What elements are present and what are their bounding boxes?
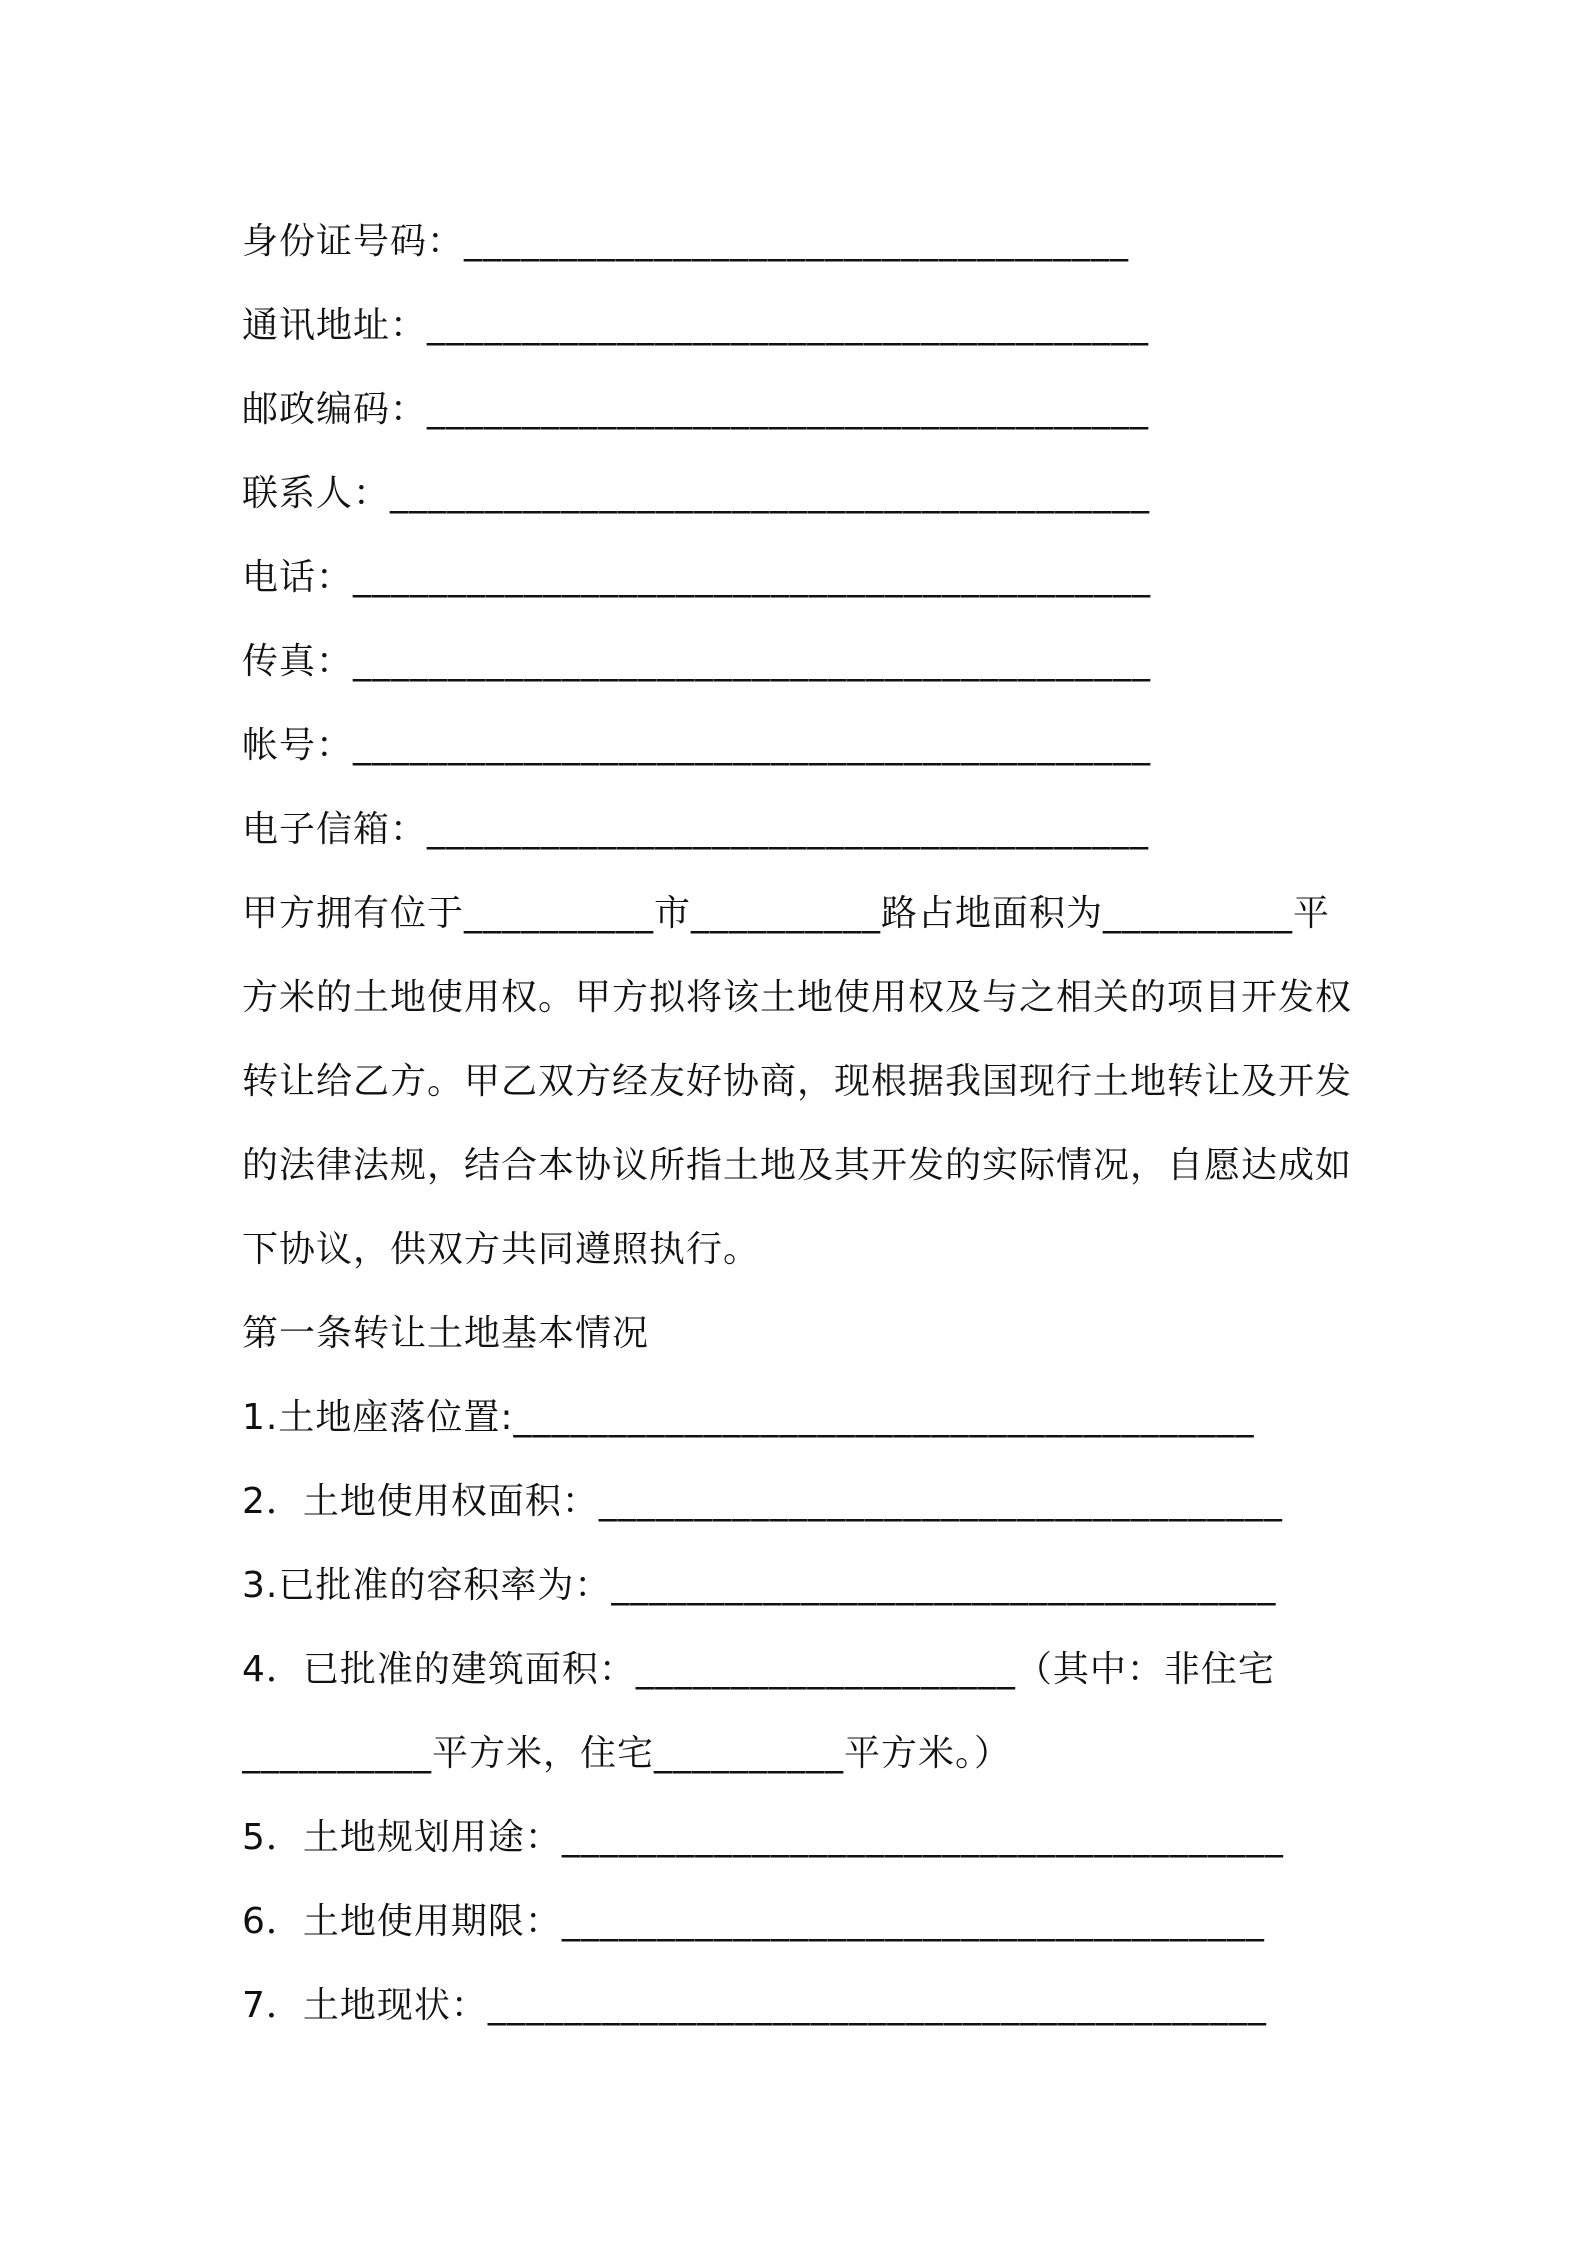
id-number-line: 身份证号码：___________________________________ bbox=[242, 221, 1130, 262]
item-building-area-cont: __________平方米，住宅__________平方米。） bbox=[242, 1733, 1012, 1774]
item-plot-ratio: 3.已批准的容积率为：___________________________________ bbox=[242, 1565, 1277, 1606]
contact-person-line: 联系人：________________________________________ bbox=[242, 473, 1151, 514]
phone-line: 电话：__________________________________________ bbox=[242, 557, 1152, 598]
item-use-term: 6．土地使用期限：_____________________________________ bbox=[242, 1901, 1265, 1942]
fax-line: 传真：__________________________________________ bbox=[242, 641, 1152, 682]
account-line: 帐号：__________________________________________ bbox=[242, 725, 1152, 766]
postal-code-line: 邮政编码：______________________________________ bbox=[242, 389, 1150, 430]
article-title: 第一条转让土地基本情况 bbox=[242, 1313, 650, 1354]
item-location: 1.土地座落位置:_______________________________________ bbox=[242, 1397, 1255, 1438]
address-line: 通讯地址：______________________________________ bbox=[242, 305, 1150, 346]
item-land-status: 7．土地现状：_________________________________________ bbox=[242, 1985, 1267, 2026]
item-land-use: 5．土地规划用途：______________________________________ bbox=[242, 1817, 1284, 1858]
item-land-area: 2．土地使用权面积：____________________________________ bbox=[242, 1481, 1283, 1522]
item-building-area: 4．已批准的建筑面积：____________________（其中：非住宅 bbox=[242, 1649, 1275, 1690]
document-body bbox=[242, 200, 1362, 2048]
email-line: 电子信箱：______________________________________ bbox=[242, 809, 1150, 850]
intro-paragraph: 甲方拥有位于__________市__________路占地面积为__________平方米的土地使用权。甲方拟将该土地使用权及与之相关的项目开发权转让给乙方。甲乙双方经友好协商，现根据我国现行土地转让及开发的法律法规，结合本协议所指土地及其开发的实际情况，自愿达成如下协议，供双方共同遵照执行。 bbox=[242, 893, 1353, 1270]
